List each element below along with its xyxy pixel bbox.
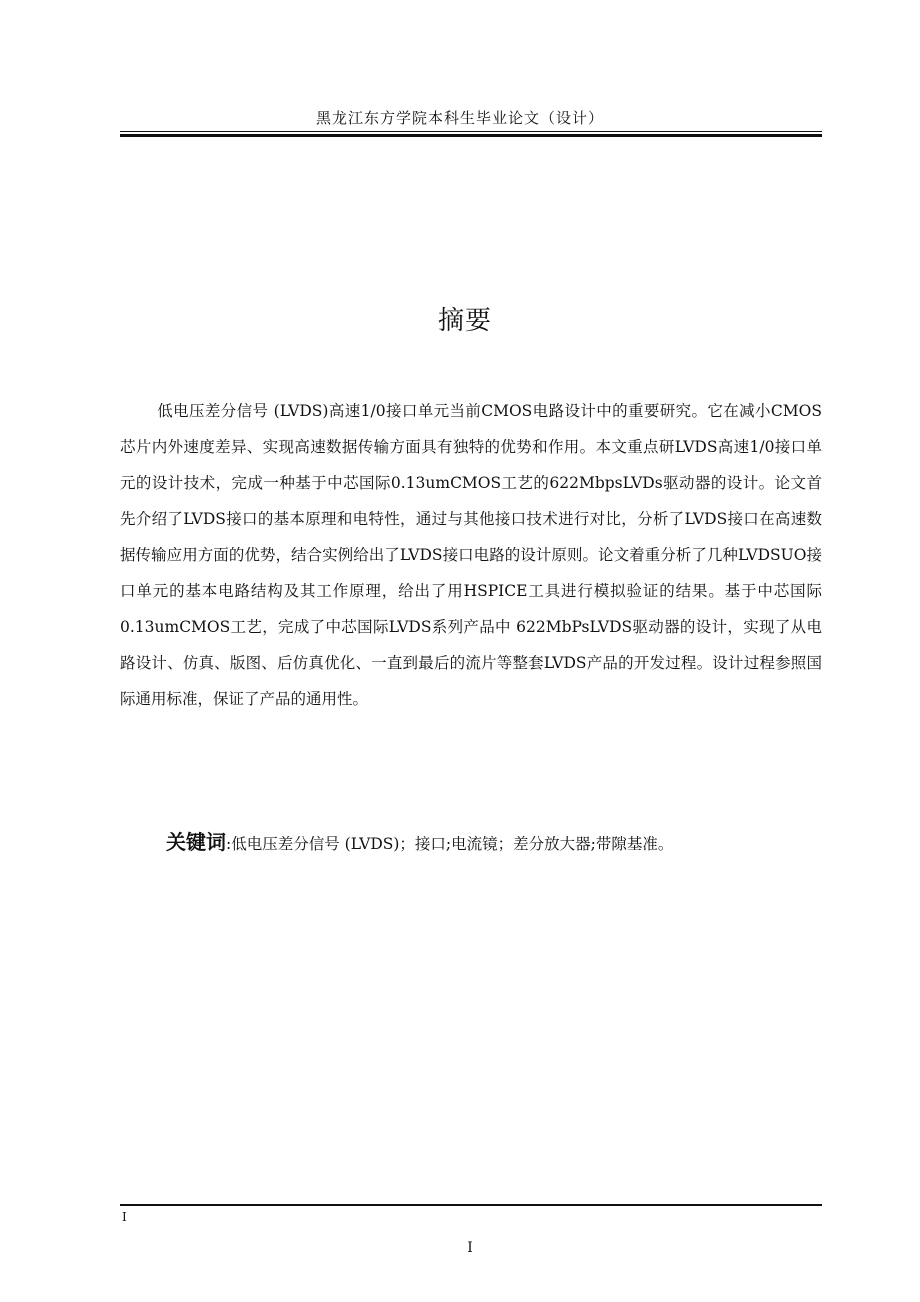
footer-rule — [120, 1204, 822, 1206]
keywords-text: :低电压差分信号 (LVDS)；接口;电流镜；差分放大器;带隙基准。 — [226, 835, 674, 853]
page-number: I — [467, 1240, 473, 1256]
footer-mark: I — [122, 1210, 127, 1224]
header-rule-thick — [120, 134, 822, 137]
header-rule-thin — [120, 131, 822, 132]
abstract-body: 低电压差分信号 (LVDS)高速1/0接口单元当前CMOS电路设计中的重要研究。它在减小CMOS芯片内外速度差异、实现高速数据传输方面具有独特的优势和作用。本文重点研LVDS高速1/0接口单元的设计技术，完成一种基于中芯国际0.13umCMOS工艺的622MbpsLVDs驱动器的设计。论文首先介绍了LVDS接口的基本原理和电特性，通过与其他接口技术进行对比，分析了LVDS接口在高速数据传输应用方面的优势，结合实例给出了LVDS接口电路的设计原则。论文着重分析了几种LVDSUO接口单元的基本电路结构及其工作原理，给出了用HSPICE工具进行模拟验证的结果。基于中芯国际0.13umCMOS工艺，完成了中芯国际LVDS系列产品中 622MbPsLVDS驱动器的设计，实现了从电路设计、仿真、版图、后仿真优化、一直到最后的流片等整套LVDS产品的开发过程。设计过程参照国际通用标准，保证了产品的通用性。 — [120, 402, 822, 708]
abstract-heading: 摘要 — [437, 306, 492, 336]
keywords-line — [166, 826, 826, 855]
keywords-label: 关键词 — [166, 830, 226, 854]
running-header-title: 黑龙江东方学院本科生毕业论文（设计） — [315, 109, 604, 127]
